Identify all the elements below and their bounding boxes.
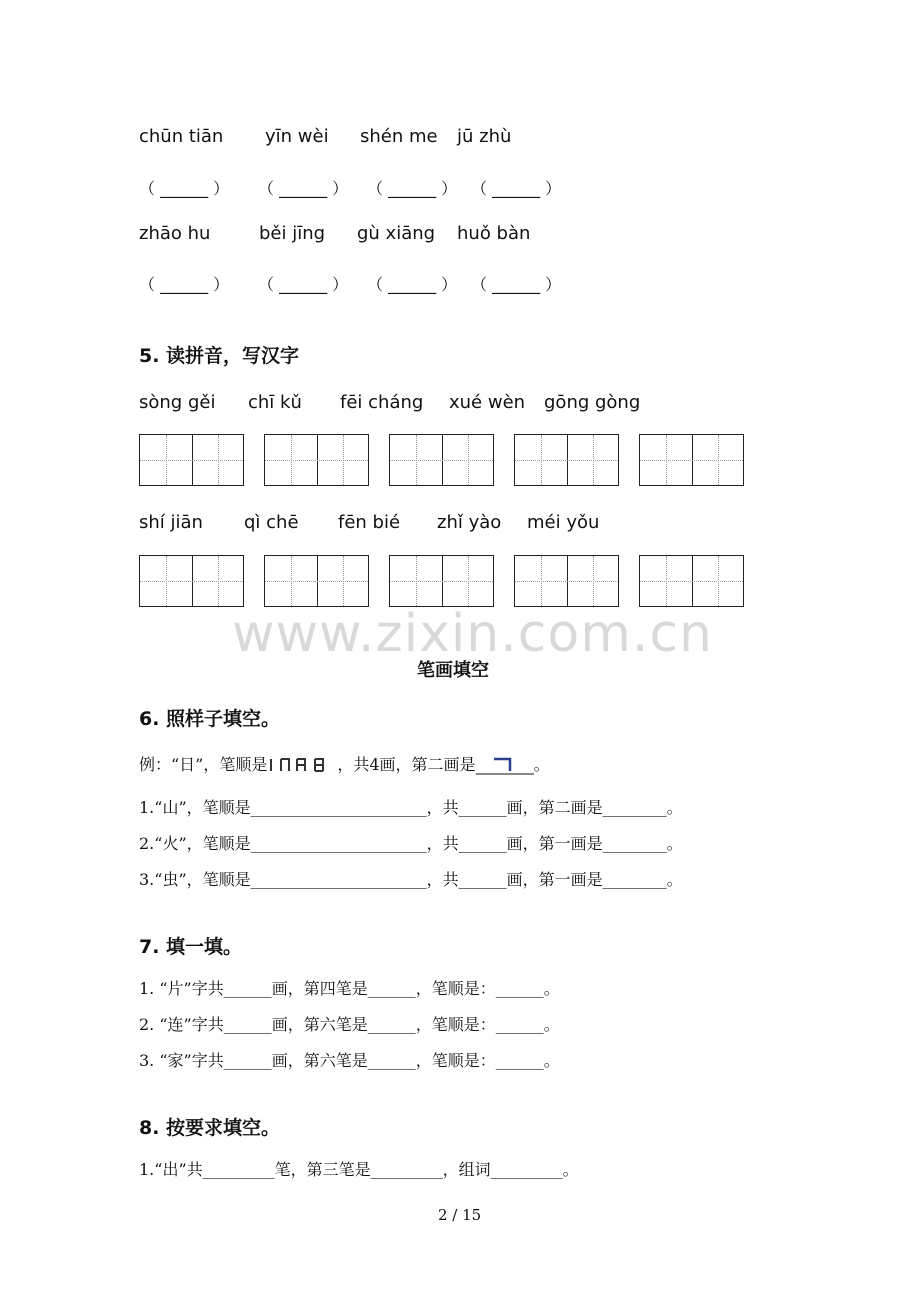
fill-in-item[interactable]: 1.“山”，笔顺是______________________，共______画，第二画是________。 [139,798,683,817]
watermark: www.zixin.com.cn [232,604,713,664]
writing-grid-box[interactable] [389,555,494,607]
answer-stroke-blank [476,753,534,779]
fill-in-item[interactable]: 2.“火”，笔顺是______________________，共______画，第一画是________。 [139,834,683,853]
answer-blank[interactable]: （ ______ ） [367,179,458,198]
pinyin-word: shén me [360,126,438,147]
answer-blank[interactable]: （ ______ ） [258,179,349,198]
question-heading: 8. 按要求填空。 [139,1117,281,1139]
pinyin-word: jū zhù [457,126,512,147]
writing-grid-box[interactable] [264,434,369,486]
fill-in-item[interactable]: 1. “片”字共______画，第四笔是______，笔顺是：______。 [139,979,560,998]
fill-in-item[interactable]: 1.“出”共_________笔，第三笔是_________，组词_________。 [139,1160,579,1179]
section-title: 笔画填空 [417,660,489,681]
example-suffix: ，共4画，第二画是 [337,755,476,774]
pinyin-word: fēn bié [338,512,401,533]
answer-blank[interactable]: （ ______ ） [139,179,230,198]
writing-grid-box[interactable] [264,555,369,607]
pinyin-word: zhāo hu [139,223,211,244]
fill-in-item[interactable]: 3.“虫”，笔顺是______________________，共______画，第一画是________。 [139,870,683,889]
writing-grid-box[interactable] [639,434,744,486]
pinyin-word: qì chē [244,512,299,533]
writing-grid-box[interactable] [389,434,494,486]
pinyin-word: xué wèn [449,392,526,413]
pinyin-word: gù xiāng [357,223,436,244]
stroke-order-image [267,753,337,779]
answer-blank[interactable]: （ ______ ） [471,275,562,294]
question-heading: 6. 照样子填空。 [139,708,281,730]
pinyin-word: fēi cháng [340,392,424,413]
answer-blank[interactable]: （ ______ ） [471,179,562,198]
pinyin-word: chūn tiān [139,126,224,147]
pinyin-word: méi yǒu [527,512,600,533]
pinyin-word: chī kǔ [248,392,302,413]
example-prefix: 例：“日”，笔顺是 [139,755,268,774]
writing-grid-box[interactable] [139,434,244,486]
writing-grid-box[interactable] [514,434,619,486]
pinyin-word: běi jīng [259,223,326,244]
example-line [139,752,550,779]
question-heading: 7. 填一填。 [139,936,243,958]
answer-blank[interactable]: （ ______ ） [367,275,458,294]
writing-grid-box[interactable] [514,555,619,607]
pinyin-word: zhǐ yào [437,512,502,533]
page-number: 2 / 15 [438,1206,482,1224]
answer-blank[interactable]: （ ______ ） [258,275,349,294]
pinyin-word: sòng gěi [139,392,216,413]
pinyin-word: huǒ bàn [457,223,531,244]
answer-blank[interactable]: （ ______ ） [139,275,230,294]
example-end: 。 [533,755,550,774]
fill-in-item[interactable]: 2. “连”字共______画，第六笔是______，笔顺是：______。 [139,1015,560,1034]
question-heading: 5. 读拼音，写汉字 [139,345,300,367]
writing-grid-box[interactable] [639,555,744,607]
fill-in-item[interactable]: 3. “家”字共______画，第六笔是______，笔顺是：______。 [139,1051,560,1070]
pinyin-word: gōng gòng [544,392,641,413]
pinyin-word: yīn wèi [265,126,329,147]
pinyin-word: shí jiān [139,512,203,533]
writing-grid-box[interactable] [139,555,244,607]
